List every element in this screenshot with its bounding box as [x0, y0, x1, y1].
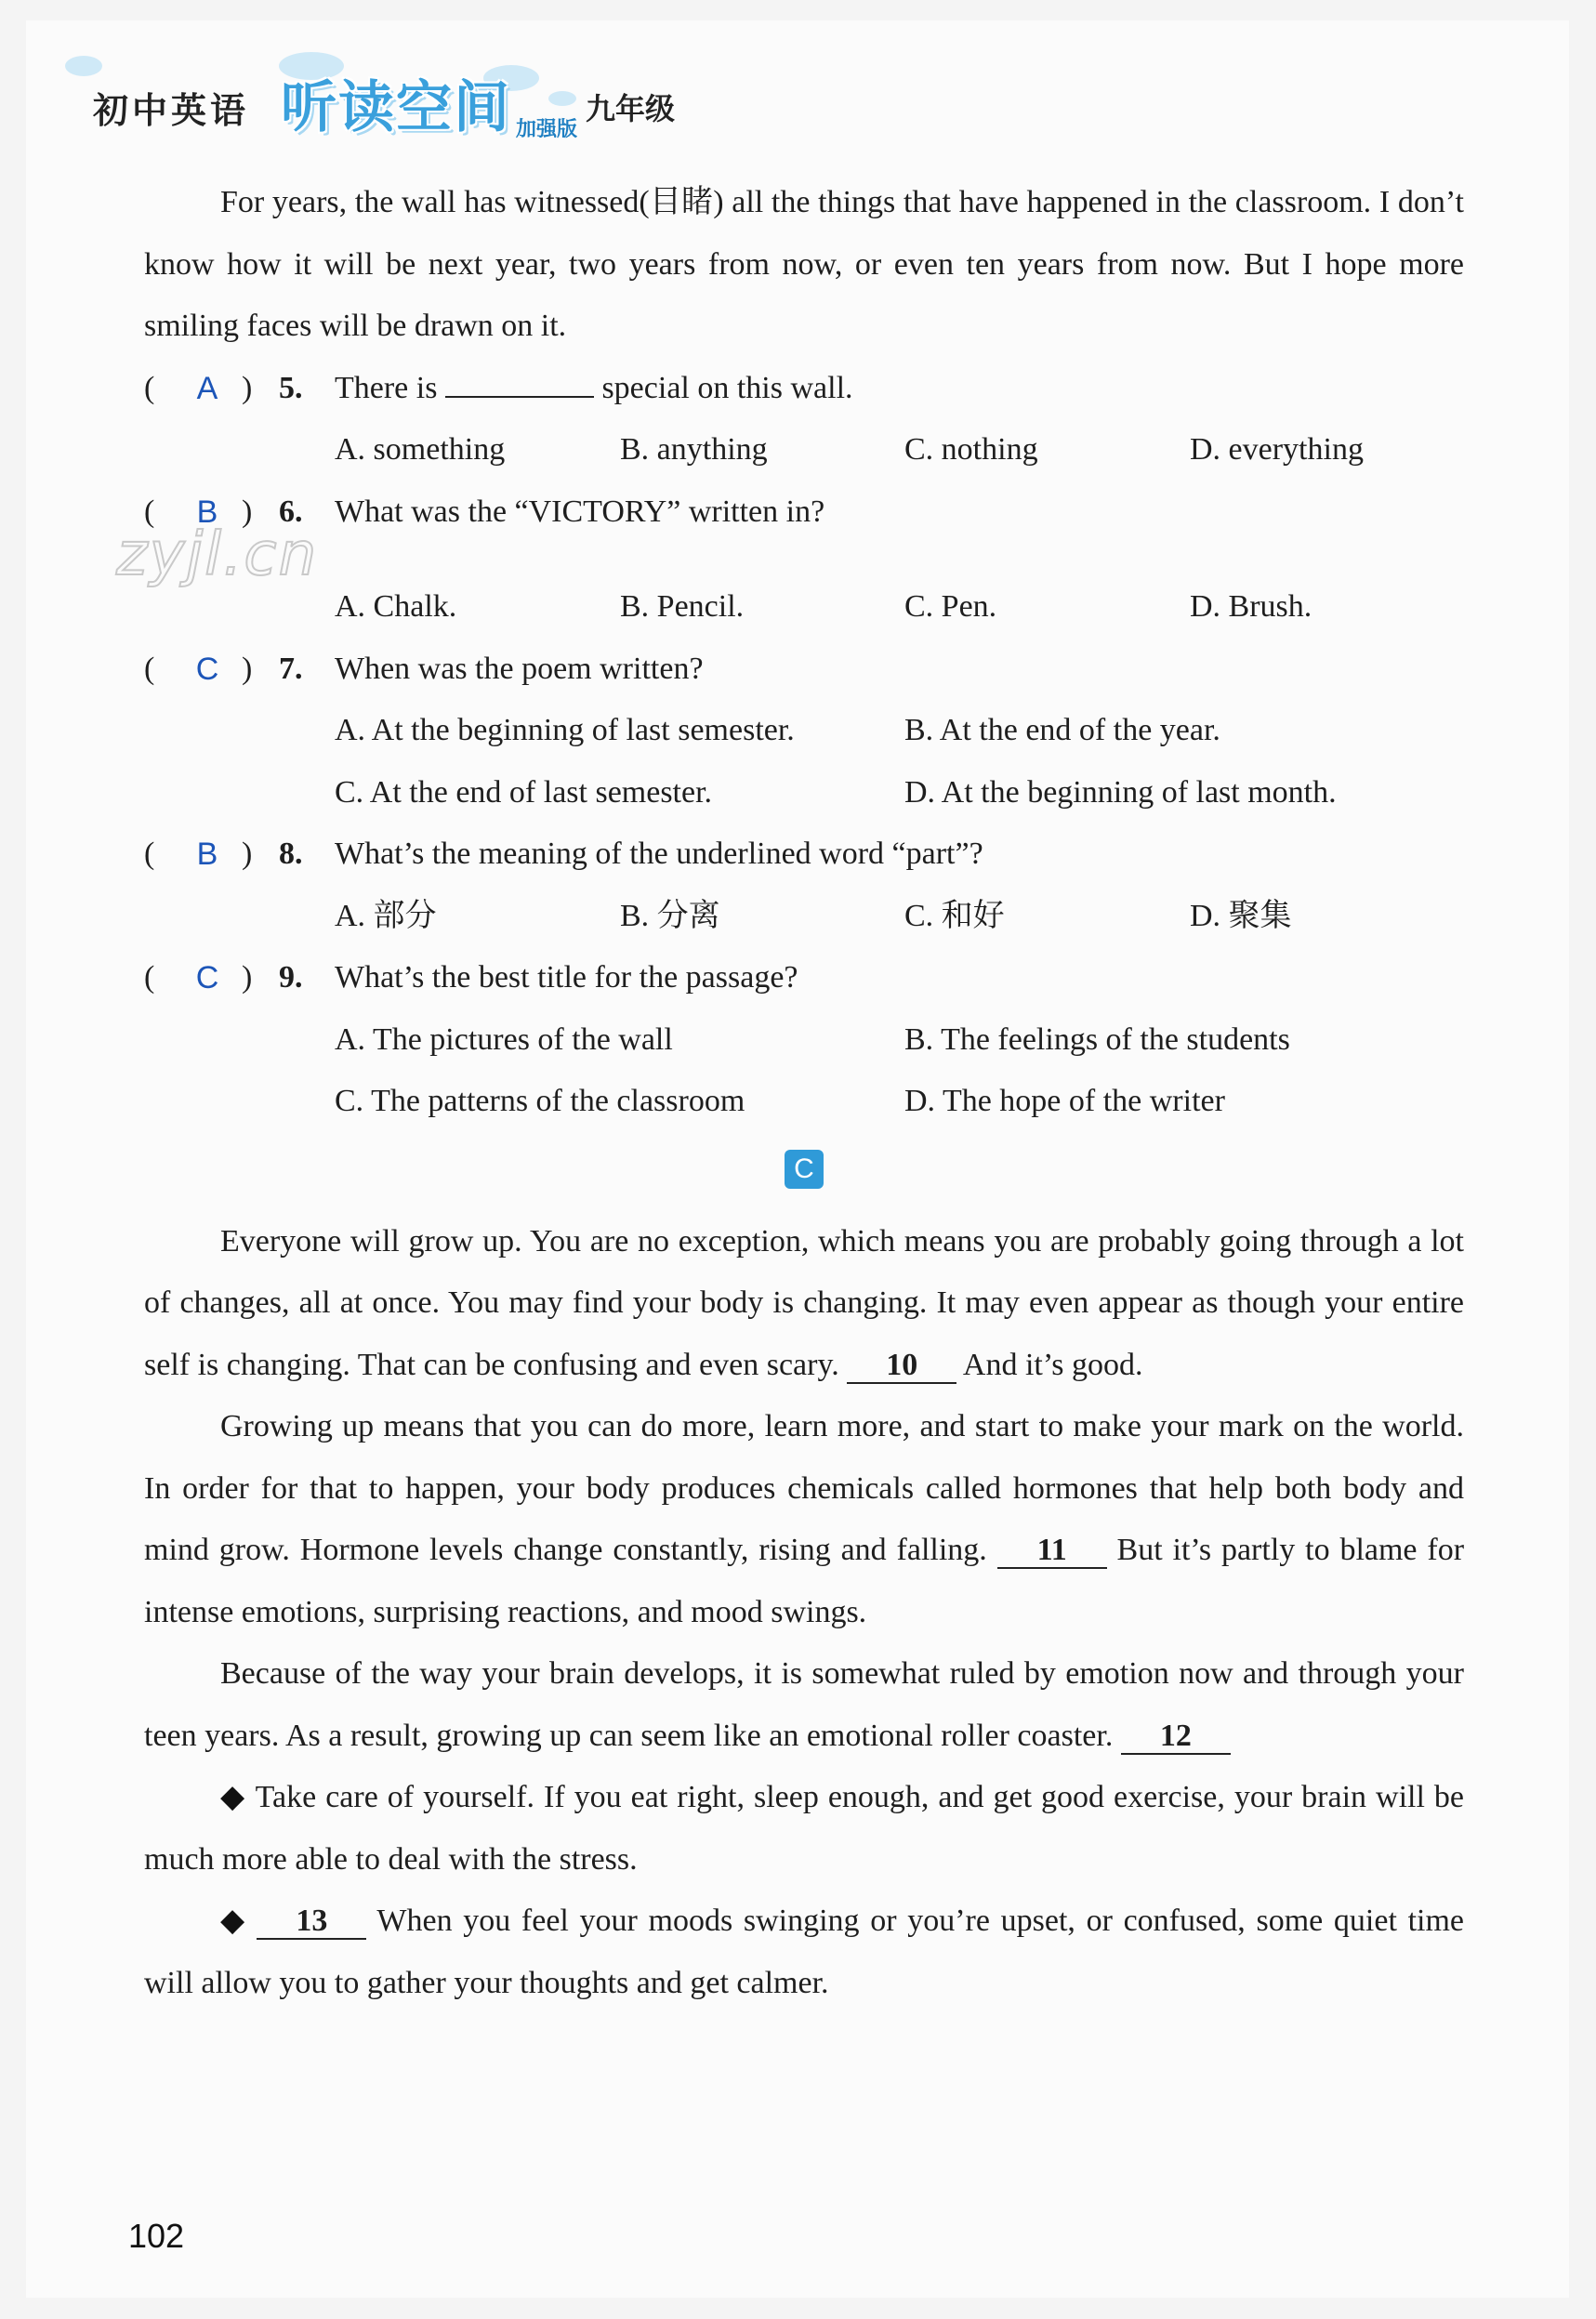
- paren: ): [242, 837, 253, 871]
- paragraph-text: Take care of yourself. If you eat right, sleep enough, and get good exercise, your brain will be much more able to deal with the stress.: [144, 1780, 1464, 1877]
- option: B. Pencil.: [620, 589, 745, 624]
- page-content: [144, 172, 1464, 2014]
- option: A. 部分: [335, 898, 437, 933]
- paragraph-text: And it’s good.: [962, 1347, 1143, 1382]
- answer: C: [195, 960, 219, 995]
- question-7: [144, 639, 1464, 701]
- watermark: zyjl.cn: [116, 520, 319, 589]
- options: [144, 700, 1464, 762]
- options: [144, 1071, 1464, 1133]
- options: [144, 419, 1464, 481]
- paragraph-text: When you feel your moods swinging or you’re upset, or confused, some quiet time will allow you to gather your thoughts and get calmer.: [144, 1904, 1464, 2000]
- gap-blank-12: 12: [1121, 1719, 1231, 1755]
- option: A. something: [335, 432, 506, 467]
- gap-blank-13: 13: [257, 1904, 366, 1940]
- paren: ): [242, 494, 253, 529]
- option: C. nothing: [904, 432, 1038, 467]
- option: D. everything: [1190, 432, 1364, 467]
- question-text: When was the poem written?: [335, 651, 704, 686]
- intro-paragraph: For years, the wall has witnessed(目睹) all the things that have happened in the classroom. I don’t know how it will be next year, two years from now, or even ten years from now. But I hope more smiling faces will be drawn on it.: [144, 185, 1464, 343]
- spacer: [144, 543, 1464, 576]
- cloud-decoration: [65, 56, 102, 76]
- diamond-bullet-icon: ◆: [220, 1904, 248, 1938]
- paren: ): [242, 960, 253, 995]
- option: D. At the beginning of last month.: [904, 774, 1337, 810]
- paren: (: [144, 960, 155, 995]
- bullet-paragraph: [144, 1767, 1464, 1891]
- paragraph-text: Growing up means that you can do more, learn more, and start to make your mark on the world. In order for that to happen, your body produces chemicals called hormones that help both body and mind grow. Hormone levels change constantly, rising and falling.: [144, 1409, 1464, 1567]
- options: [144, 576, 1464, 639]
- option: A. The pictures of the wall: [335, 1021, 673, 1057]
- question-5: [144, 358, 1464, 420]
- option: C. At the end of last semester.: [335, 774, 713, 810]
- answer: A: [196, 370, 218, 406]
- gap-blank-10: 10: [847, 1348, 956, 1384]
- gap-blank-11: 11: [997, 1533, 1107, 1569]
- option: D. Brush.: [1190, 589, 1312, 624]
- question-text: What’s the best title for the passage?: [335, 960, 798, 995]
- page-header: [65, 46, 902, 158]
- question-9: [144, 947, 1464, 1009]
- answer: C: [195, 651, 219, 687]
- paren: ): [242, 651, 253, 686]
- question-number: 9.: [279, 960, 303, 995]
- option: A. Chalk.: [335, 589, 457, 624]
- paren: (: [144, 837, 155, 871]
- option: B. anything: [620, 432, 768, 467]
- question-number: 5.: [279, 370, 303, 405]
- edition-label: 加强版: [516, 118, 578, 141]
- paren: ): [242, 370, 253, 405]
- options: [144, 762, 1464, 824]
- option: B. At the end of the year.: [904, 713, 1220, 747]
- answer-blank: [445, 368, 594, 398]
- option: C. The patterns of the classroom: [335, 1084, 745, 1118]
- book-series-title: 初中英语: [93, 90, 250, 131]
- option: D. 聚集: [1190, 898, 1292, 933]
- diamond-bullet-icon: ◆: [220, 1780, 246, 1814]
- paragraph-text: But it’s partly to blame for intense emotions, surprising reactions, and mood swings.: [144, 1533, 1465, 1629]
- bullet-paragraph: [144, 1891, 1464, 2014]
- grade-label: 九年级: [586, 91, 676, 126]
- page-number: 102: [128, 2217, 185, 2255]
- answer: B: [196, 837, 218, 872]
- options: [144, 1009, 1464, 1072]
- question-6: [144, 481, 1464, 544]
- paren: (: [144, 370, 155, 405]
- passage-paragraph: [144, 1396, 1464, 1643]
- question-text: What was the “VICTORY” written in?: [335, 494, 825, 529]
- question-number: 8.: [279, 837, 303, 871]
- options: [144, 886, 1464, 948]
- option: D. The hope of the writer: [904, 1084, 1225, 1118]
- question-text-before: There is: [335, 370, 438, 405]
- option: A. At the beginning of last semester.: [335, 713, 795, 747]
- cloud-decoration: [548, 91, 576, 106]
- question-number: 7.: [279, 651, 303, 686]
- question-text: What’s the meaning of the underlined word “part”?: [335, 837, 983, 871]
- paren: (: [144, 494, 155, 529]
- answer: B: [196, 494, 218, 530]
- book-logo: 听读空间: [281, 75, 511, 140]
- question-text: [335, 358, 853, 420]
- paragraph-text: Everyone will grow up. You are no exception, which means you are probably going through a lot of changes, all at once. You may find your body is changing. It may even appear as though your entire self is changing. That can be confusing and even scary.: [144, 1223, 1464, 1382]
- option: B. The feelings of the students: [904, 1021, 1290, 1057]
- paragraph-text: Because of the way your brain develops, it is somewhat ruled by emotion now and through your teen years. As a result, growing up can seem like an emotional roller coaster.: [144, 1656, 1464, 1753]
- question-8: [144, 824, 1464, 886]
- paren: (: [144, 651, 155, 686]
- section-c-badge: C: [785, 1150, 824, 1189]
- option: C. Pen.: [904, 589, 997, 624]
- option: C. 和好: [904, 898, 1005, 933]
- passage-paragraph: [144, 1211, 1464, 1397]
- option: B. 分离: [620, 898, 720, 933]
- passage-paragraph: [144, 1643, 1464, 1767]
- question-text-after: special on this wall.: [601, 370, 853, 405]
- question-number: 6.: [279, 494, 303, 529]
